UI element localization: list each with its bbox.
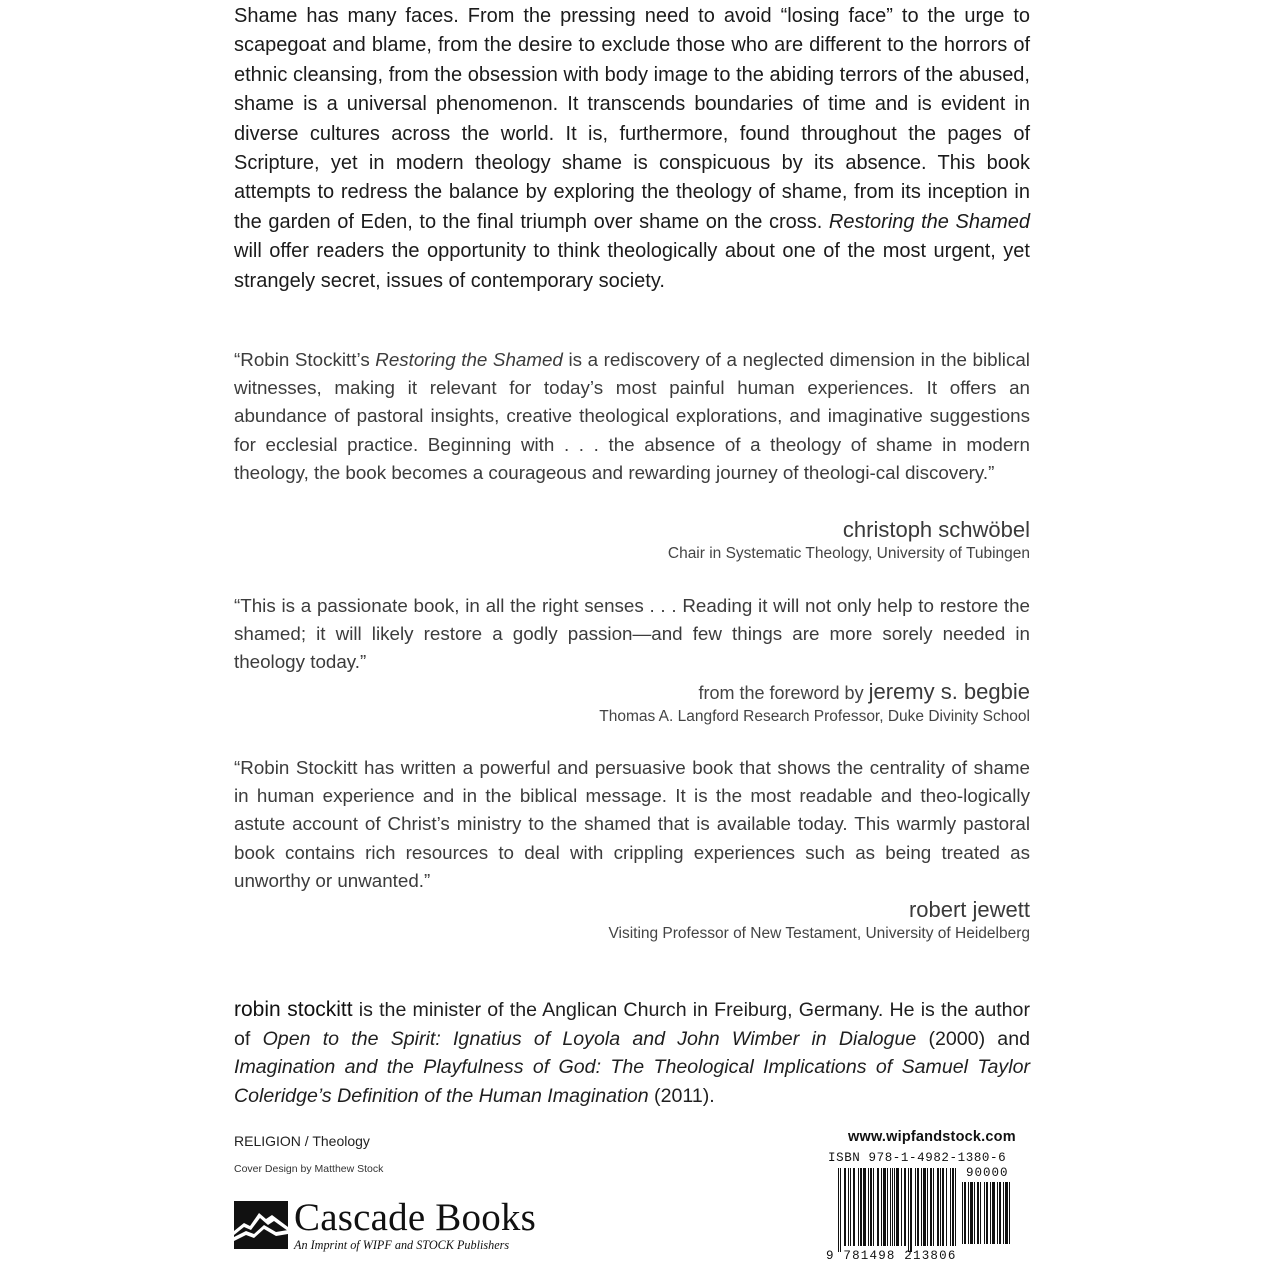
blurb-text-end: will offer readers the opportunity to think theologically about one of the most urgent, yet strangely secret, issues of contemporary society. (234, 240, 1030, 292)
barcode-bar (860, 1168, 862, 1246)
barcode-bar (962, 1182, 963, 1244)
barcode-bar (887, 1168, 888, 1246)
endorser-prefix-2: from the foreword by (698, 683, 869, 703)
blurb-text-start: Shame has many faces. From the pressing need to avoid “losing face” to the urge to scapegoat and blame, from the desire to exclude those who are different to the horrors of ethnic cleansing, from the obsession with body image to the abiding terrors of the abused, shame is a universal phenomenon. It transcends boundaries of time and is evident in diverse cultures across the world. It is, furthermore, found throughout the pages of Scripture, yet in modern theology shame is conspicuous by its absence. This book attempts to redress the balance by exploring the theology of shame, from its inception in the garden of Eden, to the final triumph over shame on the cross. (234, 5, 1030, 233)
barcode-bar (984, 1182, 985, 1244)
barcode-bar (873, 1168, 874, 1246)
barcode-bar (964, 1182, 966, 1244)
cover-design-credit: Cover Design by Matthew Stock (234, 1163, 384, 1175)
price-code: 90000 (966, 1166, 1009, 1180)
endorsement-quote-3: “Robin Stockitt has written a powerful and persuasive book that shows the centrality of shame in human experience and in the biblical message. It is the most readable and theo-logically astute account of Christ’s ministry to the shamed that is available today. This warmly pastoral book contains rich resources to deal with crippling experiences such as being treated as unworthy or unwanted.” (234, 757, 1030, 891)
barcode-number: 9 781498 213806 (826, 1249, 957, 1263)
barcode-bar (974, 1182, 975, 1244)
barcode-bar (946, 1168, 947, 1246)
barcode-bar (940, 1168, 941, 1246)
bio-text-3: (2011). (648, 1084, 715, 1107)
barcode-bar (904, 1168, 906, 1246)
barcode-bar (950, 1168, 951, 1246)
quote-1-text-start: “Robin Stockitt’s (234, 349, 376, 370)
barcode-bar (990, 1182, 991, 1244)
barcode-bar (927, 1168, 928, 1246)
barcode-bar (858, 1168, 859, 1246)
quote-1-book-title: Restoring the Shamed (375, 349, 563, 370)
barcode-bar (921, 1168, 922, 1246)
barcode-bar (863, 1168, 866, 1246)
book-blurb (234, 2, 1030, 296)
barcode-bar (999, 1182, 1001, 1244)
endorser-role-1: Chair in Systematic Theology, University of Tubingen (667, 545, 1030, 562)
subject-category: RELIGION / Theology (234, 1133, 370, 1149)
barcode-bar (955, 1168, 956, 1246)
bio-text-2: (2000) and (916, 1027, 1030, 1050)
barcode-bar (968, 1182, 969, 1244)
barcode-bar (883, 1168, 886, 1246)
endorsement-quote-1 (234, 346, 1030, 487)
barcode-bar (840, 1168, 841, 1252)
barcode-bar (838, 1168, 839, 1252)
quote-1-text-end: is a rediscovery of a neglected dimension in the biblical witnesses, making it relevant for today’s most painful human experiences. It offers an abundance of pastoral insights, creative theological explorations, and imaginative suggestions for ecclesial practice. Beginning with . . . the absence of a theology of shame in modern theology, the book becomes a courageous and rewarding journey of theologi-cal discovery.” (234, 349, 1030, 483)
barcode-bar (923, 1168, 926, 1246)
author-bio (234, 996, 1030, 1110)
endorser-name-3: robert jewett (908, 897, 1030, 922)
isbn-barcode (838, 1168, 956, 1252)
endorser-role-3: Visiting Professor of New Testament, University of Heidelberg (608, 925, 1030, 942)
blurb-book-title: Restoring the Shamed (828, 210, 1030, 233)
barcode-bar (933, 1168, 934, 1246)
publisher-name: Cascade Books (294, 1196, 536, 1239)
barcode-bar (892, 1168, 893, 1246)
author-name: robin stockitt (234, 998, 353, 1021)
barcode-bar (915, 1168, 916, 1246)
barcode-bar (870, 1168, 872, 1246)
barcode-bar (901, 1168, 902, 1246)
endorsement-attribution-3 (234, 896, 1030, 944)
barcode-bar (997, 1182, 998, 1244)
barcode-bar (881, 1168, 882, 1246)
bio-book-1: Open to the Spirit: Ignatius of Loyola and John Wimber in Dialogue (262, 1027, 917, 1050)
barcode-bar (952, 1168, 954, 1246)
publisher-website: www.wipfandstock.com (848, 1129, 1016, 1145)
barcode-bar (894, 1168, 895, 1246)
barcode-bar (1009, 1182, 1010, 1244)
endorsement-quote-2: “This is a passionate book, in all the right senses . . . Reading it will not only help to restore the shamed; it will likely restore a godly passion—and few things are more sorely needed in theology today.” (234, 595, 1030, 673)
barcode-bar (942, 1168, 944, 1246)
barcode-bar (910, 1168, 912, 1252)
barcode-bar (844, 1168, 846, 1246)
publisher-imprint: An Imprint of WIPF and STOCK Publishers (294, 1238, 510, 1252)
barcode-bar (970, 1182, 973, 1244)
barcode-bar (980, 1182, 981, 1244)
barcode-bar (930, 1168, 932, 1246)
barcode-bar (877, 1168, 879, 1246)
endorser-role-2: Thomas A. Langford Research Professor, Duke Divinity School (599, 708, 1030, 725)
barcode-bar (850, 1168, 851, 1246)
barcode-bar (853, 1168, 855, 1246)
barcode-bar (986, 1182, 988, 1244)
mountain-logo-icon (234, 1201, 288, 1249)
price-addon-barcode (962, 1182, 1024, 1250)
endorser-name-2: jeremy s. begbie (868, 679, 1030, 704)
barcode-bar (848, 1168, 849, 1246)
barcode-bar (992, 1182, 995, 1244)
barcode-bar (917, 1168, 919, 1246)
endorsement-attribution-1 (234, 516, 1030, 564)
barcode-bar (908, 1168, 909, 1252)
publisher-logo (234, 1197, 564, 1257)
barcode-bar (977, 1182, 979, 1244)
barcode-bar (1005, 1182, 1008, 1244)
barcode-bar (896, 1168, 899, 1246)
isbn-label: ISBN 978-1-4982-1380-6 (828, 1151, 1007, 1165)
barcode-bar (890, 1168, 891, 1246)
barcode-bar (1003, 1182, 1004, 1244)
endorser-name-1: christoph schwöbel (842, 517, 1030, 542)
bio-book-2: Imagination and the Playfulness of God: The Theological Implications of Samuel Taylor Coleridge’s Definition of the Human Imagination (234, 1056, 1030, 1107)
bio-text-1: is the minister of the Anglican Church in Freiburg, Germany. He is the author of (234, 999, 1030, 1050)
endorsement-attribution-2 (234, 678, 1030, 727)
barcode-bar (937, 1168, 939, 1246)
barcode-bar (868, 1168, 869, 1246)
